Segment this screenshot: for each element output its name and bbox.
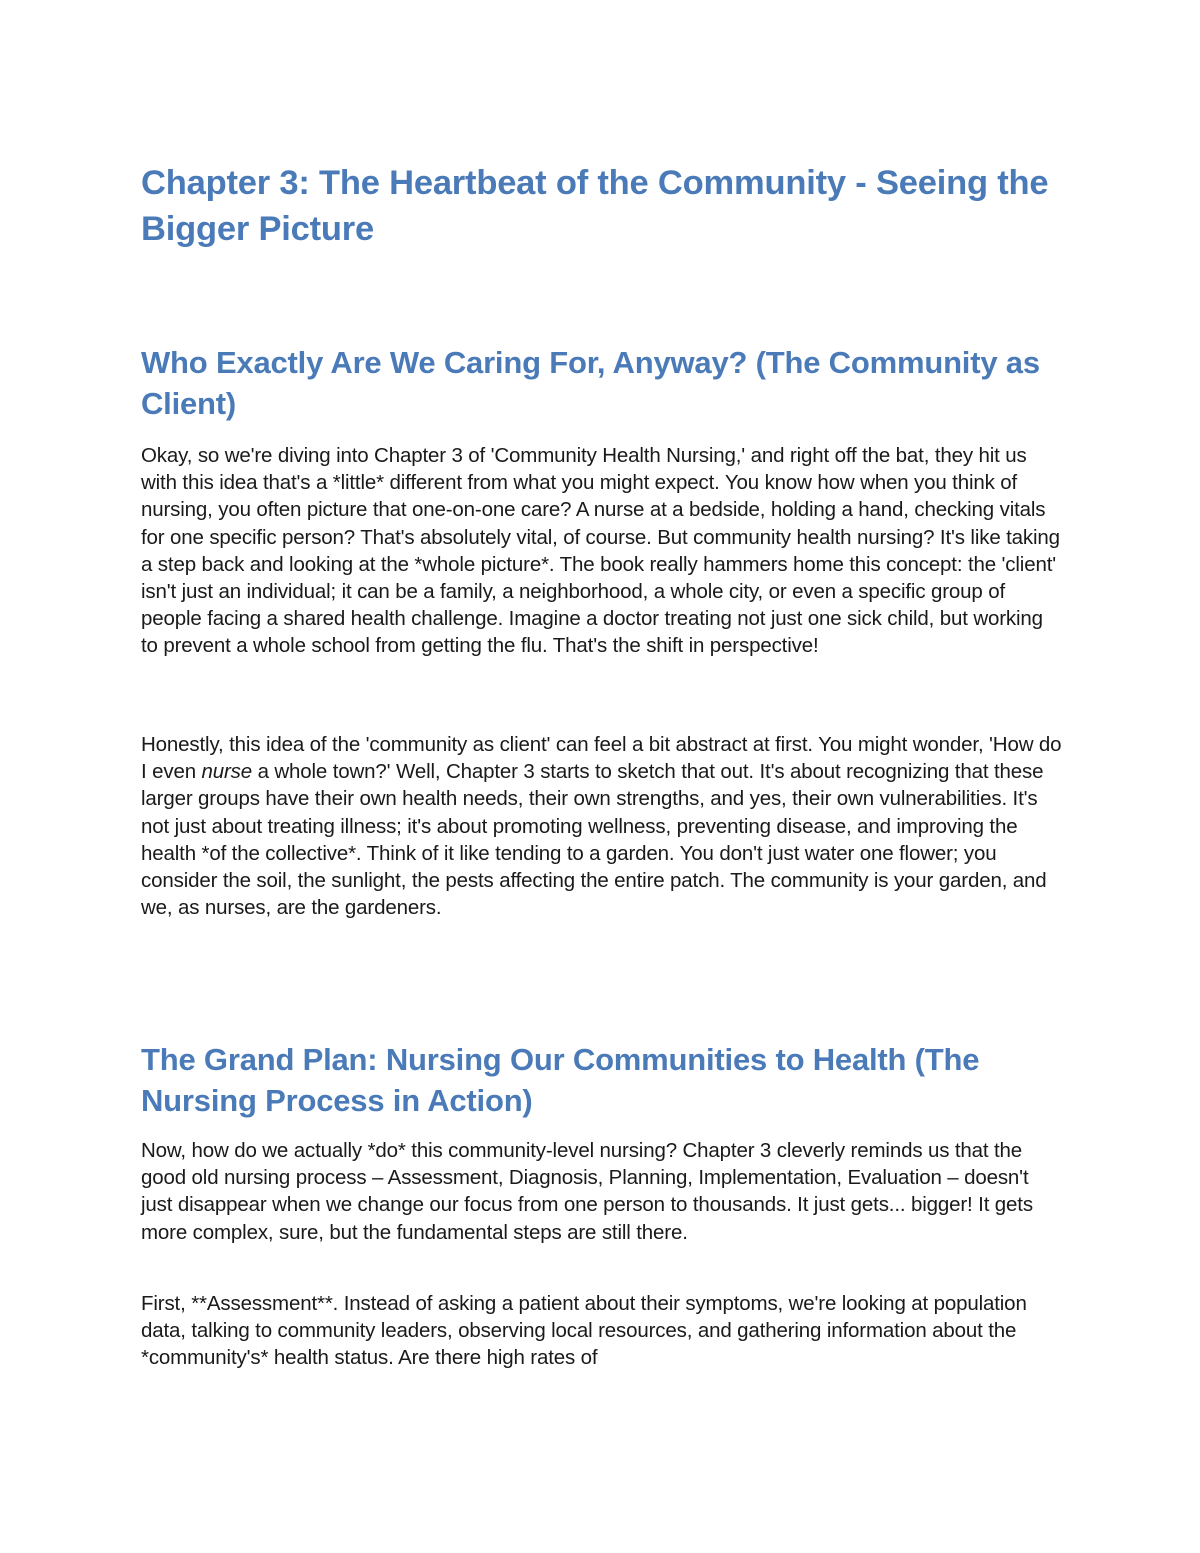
paragraph-nursing-process-intro: Now, how do we actually *do* this community-level nursing? Chapter 3 cleverly reminds us that the good old nursing process – Assessment, Diagnosis, Planning, Implementation, Evaluation – doesn't just disappear when we change our focus from one person to thousands. It just gets... bigger! It gets more complex, sure, but the fundamental steps are still there. (141, 1139, 1033, 1244)
paragraph-community-as-client-intro: Okay, so we're diving into Chapter 3 of 'Community Health Nursing,' and right off the bat, they hit us with this idea that's a *little* different from what you might expect. You know how when you think of nursing, you often picture that one-on-one care? A nurse at a bedside, holding a hand, checking vitals for one specific person? That's absolutely vital, of course. But community health nursing? It's like taking a step back and looking at the *whole picture*. The book really hammers home this concept: the 'client' isn't just an individual; it can be a family, a neighborhood, a whole city, or even a specific group of people facing a shared health challenge. Imagine a doctor treating not just one sick child, but working to prevent a whole school from getting the flu. That's the shift in perspective! (141, 444, 1060, 658)
section-heading-nursing-process: The Grand Plan: Nursing Our Communities to Health (The Nursing Process in Action) (141, 1042, 980, 1118)
paragraph-assessment: First, **Assessment**. Instead of asking a patient about their symptoms, we're looking at population data, talking to community leaders, observing local resources, and gathering information about the *community's* health status. Are there high rates of (141, 1292, 1027, 1370)
paragraph-text-after: a whole town?' Well, Chapter 3 starts to sketch that out. It's about recognizing that these larger groups have their own health needs, their own strengths, and yes, their own vulnerabilities. It's not just about treating illness; it's about promoting wellness, preventing disease, and improving the health *of the collective*. Think of it like tending to a garden. You don't just water one flower; you consider the soil, the sunlight, the pests affecting the entire patch. The community is your garden, and we, as nurses, are the gardeners. (141, 760, 1047, 920)
emphasis-nurse: nurse (201, 760, 253, 784)
chapter-title: Chapter 3: The Heartbeat of the Community - Seeing the Bigger Picture (141, 164, 1049, 248)
paragraph-text-before: Honestly, this idea of the 'community as client' can feel a bit abstract at first. You might wonder, 'How do I even (141, 733, 1062, 784)
section-heading-community-as-client: Who Exactly Are We Caring For, Anyway? (The Community as Client) (141, 345, 1040, 421)
paragraph-community-as-client-abstract (141, 731, 1063, 921)
